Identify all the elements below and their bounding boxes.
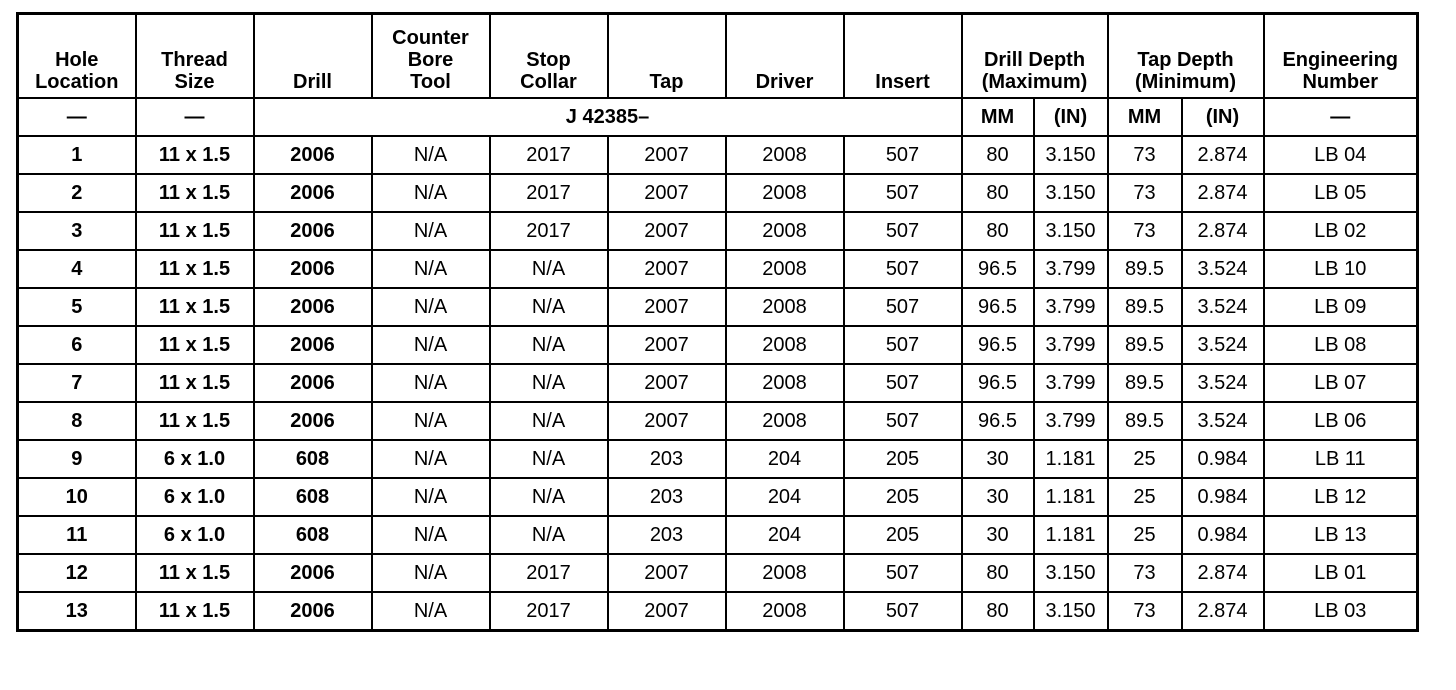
insert-cell: 507 <box>844 402 962 440</box>
tap-cell: 2007 <box>608 402 726 440</box>
hole-location-cell: 6 <box>18 326 136 364</box>
hole-location-cell: 3 <box>18 212 136 250</box>
stop-collar-cell: 2017 <box>490 212 608 250</box>
drill-depth-mm-cell: 30 <box>962 440 1034 478</box>
insert-cell: 507 <box>844 326 962 364</box>
insert-cell: 507 <box>844 136 962 174</box>
header-drill: Drill <box>254 14 372 99</box>
counter-bore-tool-cell: N/A <box>372 554 490 592</box>
engineering-number-cell: LB 08 <box>1264 326 1418 364</box>
drill-depth-mm-cell: 80 <box>962 174 1034 212</box>
counter-bore-tool-cell: N/A <box>372 174 490 212</box>
tap-depth-in-cell: 2.874 <box>1182 174 1264 212</box>
thread-size-cell: 6 x 1.0 <box>136 516 254 554</box>
header-insert: Insert <box>844 14 962 99</box>
drill-depth-mm-cell: 30 <box>962 478 1034 516</box>
tap-cell: 2007 <box>608 174 726 212</box>
table-row <box>18 478 1418 516</box>
stop-collar-cell: N/A <box>490 326 608 364</box>
drill-cell: 2006 <box>254 250 372 288</box>
tap-depth-mm-cell: 89.5 <box>1108 250 1182 288</box>
drill-depth-mm-cell: 80 <box>962 136 1034 174</box>
header-tap: Tap <box>608 14 726 99</box>
tap-depth-mm-cell: 73 <box>1108 174 1182 212</box>
insert-cell: 507 <box>844 174 962 212</box>
table-row <box>18 288 1418 326</box>
header-driver: Driver <box>726 14 844 99</box>
hole-location-cell: 10 <box>18 478 136 516</box>
driver-cell: 2008 <box>726 288 844 326</box>
stop-collar-cell: N/A <box>490 364 608 402</box>
hole-location-cell: 4 <box>18 250 136 288</box>
tap-depth-mm-cell: 73 <box>1108 592 1182 631</box>
drill-depth-mm-cell: 80 <box>962 212 1034 250</box>
counter-bore-tool-cell: N/A <box>372 136 490 174</box>
driver-cell: 2008 <box>726 364 844 402</box>
insert-cell: 507 <box>844 592 962 631</box>
tap-depth-in-cell: 2.874 <box>1182 136 1264 174</box>
thread-size-cell: 11 x 1.5 <box>136 402 254 440</box>
drill-depth-in-cell: 3.150 <box>1034 554 1108 592</box>
table-row <box>18 364 1418 402</box>
engineering-number-cell: LB 13 <box>1264 516 1418 554</box>
driver-cell: 204 <box>726 516 844 554</box>
counter-bore-tool-cell: N/A <box>372 402 490 440</box>
hole-location-cell: 9 <box>18 440 136 478</box>
driver-cell: 2008 <box>726 136 844 174</box>
engineering-number-cell: LB 12 <box>1264 478 1418 516</box>
stop-collar-cell: 2017 <box>490 592 608 631</box>
insert-cell: 507 <box>844 212 962 250</box>
counter-bore-tool-cell: N/A <box>372 212 490 250</box>
tap-cell: 2007 <box>608 288 726 326</box>
driver-cell: 2008 <box>726 250 844 288</box>
tap-depth-in-cell: 2.874 <box>1182 554 1264 592</box>
engineering-number-cell: LB 01 <box>1264 554 1418 592</box>
stop-collar-cell: N/A <box>490 250 608 288</box>
tap-depth-in-cell: 0.984 <box>1182 440 1264 478</box>
insert-cell: 507 <box>844 288 962 326</box>
tap-cell: 203 <box>608 478 726 516</box>
hole-location-cell: 13 <box>18 592 136 631</box>
units-hole-location-dash: — <box>18 98 136 136</box>
header-engineering-number: Engineering Number <box>1264 14 1418 99</box>
table-row <box>18 402 1418 440</box>
tap-cell: 2007 <box>608 554 726 592</box>
drill-depth-in-cell: 3.799 <box>1034 402 1108 440</box>
stop-collar-cell: N/A <box>490 516 608 554</box>
tap-depth-mm-cell: 89.5 <box>1108 288 1182 326</box>
stop-collar-cell: N/A <box>490 402 608 440</box>
units-drill-mm: MM <box>962 98 1034 136</box>
units-engineering-number-dash: — <box>1264 98 1418 136</box>
table-row <box>18 554 1418 592</box>
table-row <box>18 250 1418 288</box>
drill-cell: 2006 <box>254 402 372 440</box>
drill-depth-in-cell: 3.799 <box>1034 250 1108 288</box>
hole-location-cell: 5 <box>18 288 136 326</box>
tap-depth-in-cell: 3.524 <box>1182 288 1264 326</box>
tap-cell: 2007 <box>608 136 726 174</box>
table-row <box>18 592 1418 631</box>
drill-depth-in-cell: 3.150 <box>1034 592 1108 631</box>
engineering-number-cell: LB 03 <box>1264 592 1418 631</box>
driver-cell: 2008 <box>726 592 844 631</box>
tap-depth-in-cell: 3.524 <box>1182 364 1264 402</box>
drill-depth-in-cell: 3.799 <box>1034 288 1108 326</box>
hole-location-cell: 7 <box>18 364 136 402</box>
counter-bore-tool-cell: N/A <box>372 364 490 402</box>
drill-cell: 2006 <box>254 288 372 326</box>
counter-bore-tool-cell: N/A <box>372 288 490 326</box>
tap-cell: 203 <box>608 440 726 478</box>
tap-depth-mm-cell: 89.5 <box>1108 364 1182 402</box>
insert-cell: 507 <box>844 250 962 288</box>
table-row <box>18 212 1418 250</box>
tap-depth-mm-cell: 25 <box>1108 516 1182 554</box>
drill-depth-mm-cell: 96.5 <box>962 402 1034 440</box>
drill-depth-mm-cell: 96.5 <box>962 326 1034 364</box>
counter-bore-tool-cell: N/A <box>372 592 490 631</box>
table-row <box>18 440 1418 478</box>
units-drill-in: (IN) <box>1034 98 1108 136</box>
drill-cell: 2006 <box>254 554 372 592</box>
table-row <box>18 136 1418 174</box>
drill-depth-in-cell: 3.799 <box>1034 364 1108 402</box>
drill-cell: 608 <box>254 516 372 554</box>
table-row <box>18 174 1418 212</box>
tap-depth-in-cell: 3.524 <box>1182 326 1264 364</box>
insert-cell: 205 <box>844 516 962 554</box>
engineering-number-cell: LB 09 <box>1264 288 1418 326</box>
thread-size-cell: 11 x 1.5 <box>136 174 254 212</box>
tool-number-prefix: J 42385– <box>254 98 962 136</box>
engineering-number-cell: LB 07 <box>1264 364 1418 402</box>
tap-cell: 2007 <box>608 364 726 402</box>
drill-depth-mm-cell: 30 <box>962 516 1034 554</box>
drill-depth-in-cell: 1.181 <box>1034 478 1108 516</box>
driver-cell: 2008 <box>726 402 844 440</box>
drill-depth-mm-cell: 96.5 <box>962 288 1034 326</box>
drill-depth-in-cell: 3.150 <box>1034 136 1108 174</box>
tap-depth-mm-cell: 25 <box>1108 478 1182 516</box>
drill-depth-in-cell: 3.799 <box>1034 326 1108 364</box>
counter-bore-tool-cell: N/A <box>372 516 490 554</box>
counter-bore-tool-cell: N/A <box>372 478 490 516</box>
drill-cell: 2006 <box>254 364 372 402</box>
tap-cell: 2007 <box>608 250 726 288</box>
drill-cell: 2006 <box>254 326 372 364</box>
thread-size-cell: 11 x 1.5 <box>136 212 254 250</box>
stop-collar-cell: N/A <box>490 288 608 326</box>
table-row <box>18 326 1418 364</box>
hole-location-cell: 12 <box>18 554 136 592</box>
tap-cell: 2007 <box>608 326 726 364</box>
thread-size-cell: 11 x 1.5 <box>136 592 254 631</box>
counter-bore-tool-cell: N/A <box>372 440 490 478</box>
hole-location-cell: 2 <box>18 174 136 212</box>
table-body <box>18 136 1418 631</box>
header-drill-depth: Drill Depth (Maximum) <box>962 14 1108 99</box>
tap-cell: 203 <box>608 516 726 554</box>
driver-cell: 2008 <box>726 326 844 364</box>
insert-cell: 507 <box>844 554 962 592</box>
engineering-number-cell: LB 10 <box>1264 250 1418 288</box>
units-tap-in: (IN) <box>1182 98 1264 136</box>
engineering-number-cell: LB 06 <box>1264 402 1418 440</box>
drill-cell: 2006 <box>254 136 372 174</box>
tap-depth-mm-cell: 89.5 <box>1108 402 1182 440</box>
header-tap-depth: Tap Depth (Minimum) <box>1108 14 1264 99</box>
hole-location-cell: 1 <box>18 136 136 174</box>
engineering-number-cell: LB 02 <box>1264 212 1418 250</box>
tap-cell: 2007 <box>608 592 726 631</box>
header-counter-bore-tool: Counter Bore Tool <box>372 14 490 99</box>
stop-collar-cell: 2017 <box>490 136 608 174</box>
tap-depth-in-cell: 2.874 <box>1182 592 1264 631</box>
thread-size-cell: 6 x 1.0 <box>136 440 254 478</box>
thread-size-cell: 11 x 1.5 <box>136 554 254 592</box>
hole-location-cell: 8 <box>18 402 136 440</box>
thread-size-cell: 11 x 1.5 <box>136 288 254 326</box>
drill-depth-mm-cell: 96.5 <box>962 250 1034 288</box>
drill-cell: 2006 <box>254 592 372 631</box>
driver-cell: 2008 <box>726 174 844 212</box>
engineering-number-cell: LB 04 <box>1264 136 1418 174</box>
units-tap-mm: MM <box>1108 98 1182 136</box>
drill-depth-in-cell: 3.150 <box>1034 174 1108 212</box>
insert-cell: 205 <box>844 440 962 478</box>
counter-bore-tool-cell: N/A <box>372 250 490 288</box>
tap-depth-mm-cell: 73 <box>1108 212 1182 250</box>
drill-depth-in-cell: 1.181 <box>1034 516 1108 554</box>
tap-depth-mm-cell: 25 <box>1108 440 1182 478</box>
tap-depth-mm-cell: 73 <box>1108 136 1182 174</box>
drill-depth-in-cell: 3.150 <box>1034 212 1108 250</box>
thread-size-cell: 11 x 1.5 <box>136 364 254 402</box>
table-row <box>18 516 1418 554</box>
drill-cell: 2006 <box>254 212 372 250</box>
stop-collar-cell: N/A <box>490 478 608 516</box>
driver-cell: 204 <box>726 440 844 478</box>
tap-depth-in-cell: 3.524 <box>1182 250 1264 288</box>
stop-collar-cell: 2017 <box>490 174 608 212</box>
hole-repair-spec-table <box>16 12 1419 632</box>
tap-depth-in-cell: 3.524 <box>1182 402 1264 440</box>
thread-size-cell: 11 x 1.5 <box>136 250 254 288</box>
driver-cell: 2008 <box>726 554 844 592</box>
driver-cell: 204 <box>726 478 844 516</box>
stop-collar-cell: N/A <box>490 440 608 478</box>
stop-collar-cell: 2017 <box>490 554 608 592</box>
header-hole-location: Hole Location <box>18 14 136 99</box>
drill-depth-mm-cell: 96.5 <box>962 364 1034 402</box>
units-thread-size-dash: — <box>136 98 254 136</box>
thread-size-cell: 11 x 1.5 <box>136 136 254 174</box>
engineering-number-cell: LB 11 <box>1264 440 1418 478</box>
counter-bore-tool-cell: N/A <box>372 326 490 364</box>
drill-depth-mm-cell: 80 <box>962 592 1034 631</box>
header-row <box>18 14 1418 99</box>
hole-location-cell: 11 <box>18 516 136 554</box>
drill-cell: 608 <box>254 478 372 516</box>
tap-depth-in-cell: 0.984 <box>1182 478 1264 516</box>
engineering-number-cell: LB 05 <box>1264 174 1418 212</box>
tap-depth-mm-cell: 73 <box>1108 554 1182 592</box>
drill-cell: 2006 <box>254 174 372 212</box>
header-thread-size: Thread Size <box>136 14 254 99</box>
insert-cell: 507 <box>844 364 962 402</box>
thread-size-cell: 6 x 1.0 <box>136 478 254 516</box>
drill-depth-mm-cell: 80 <box>962 554 1034 592</box>
insert-cell: 205 <box>844 478 962 516</box>
drill-depth-in-cell: 1.181 <box>1034 440 1108 478</box>
tap-cell: 2007 <box>608 212 726 250</box>
header-stop-collar: Stop Collar <box>490 14 608 99</box>
tap-depth-mm-cell: 89.5 <box>1108 326 1182 364</box>
tap-depth-in-cell: 2.874 <box>1182 212 1264 250</box>
drill-cell: 608 <box>254 440 372 478</box>
driver-cell: 2008 <box>726 212 844 250</box>
units-row <box>18 98 1418 136</box>
thread-size-cell: 11 x 1.5 <box>136 326 254 364</box>
tap-depth-in-cell: 0.984 <box>1182 516 1264 554</box>
